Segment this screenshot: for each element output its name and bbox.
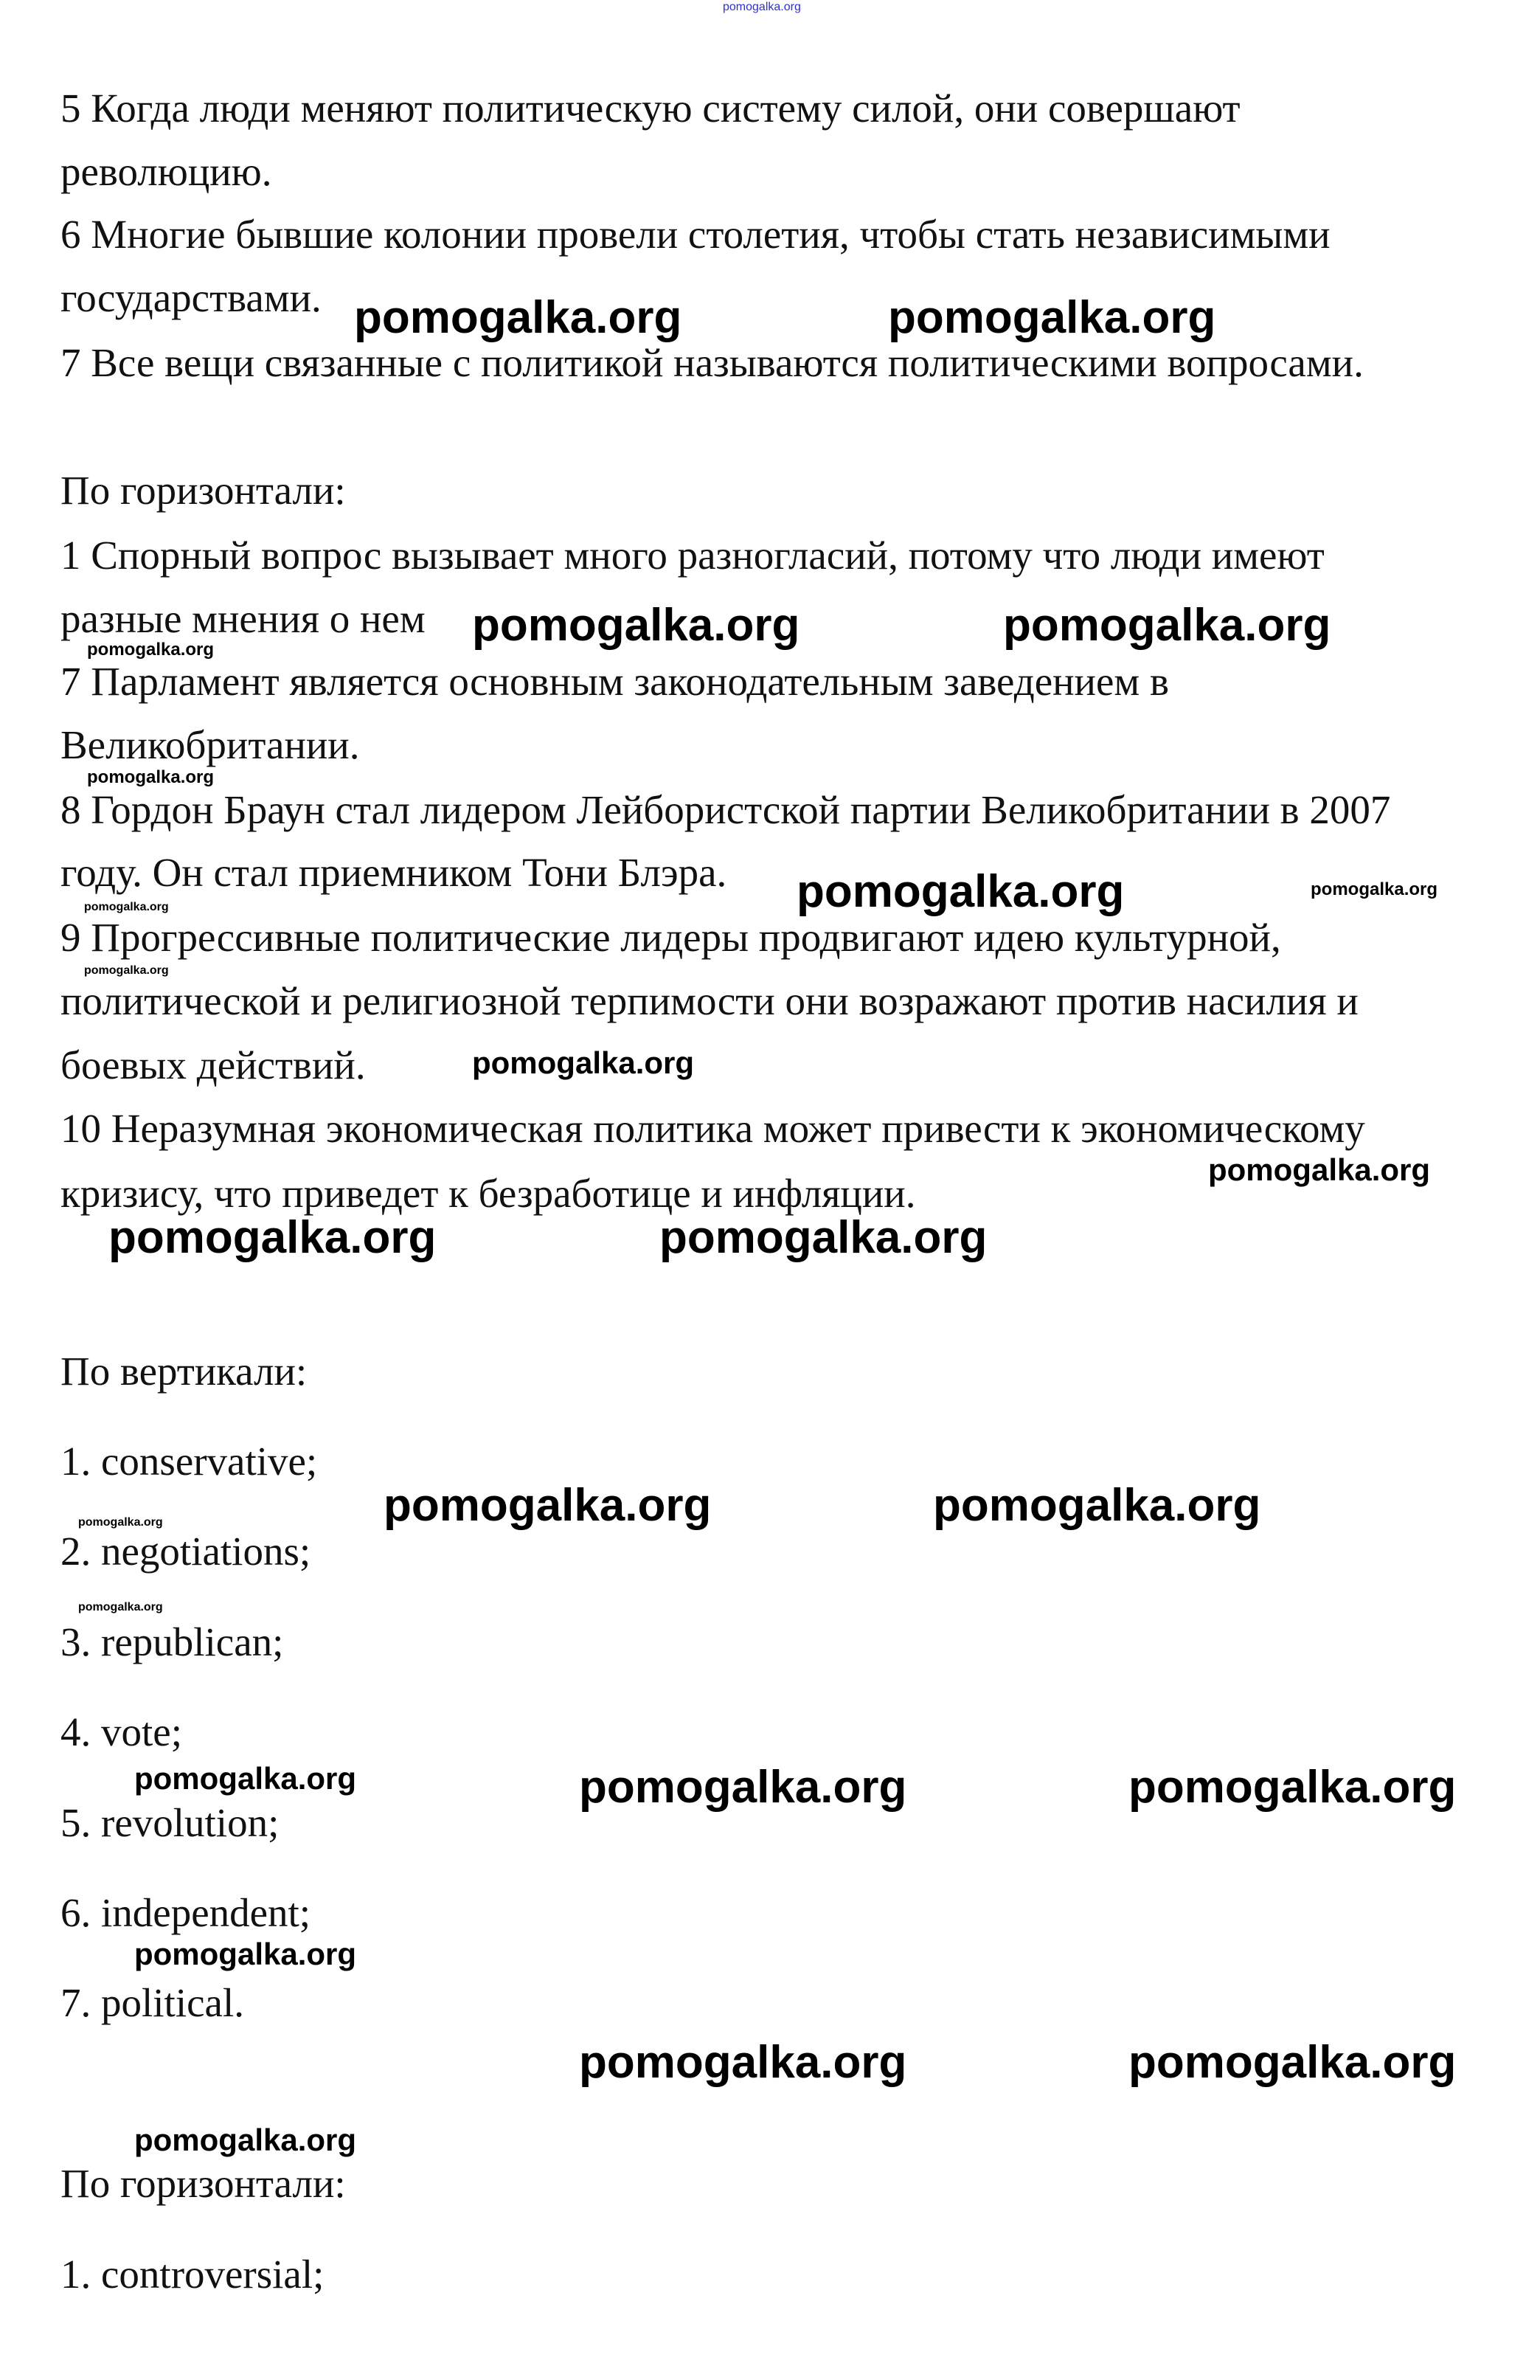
- watermark: pomogalka.org: [888, 292, 1216, 343]
- watermark: pomogalka.org: [384, 1480, 712, 1531]
- watermark: pomogalka.org: [134, 1937, 357, 1971]
- watermark: pomogalka.org: [84, 964, 169, 977]
- watermark: pomogalka.org: [659, 1212, 988, 1263]
- watermark: pomogalka.org: [78, 1516, 163, 1529]
- watermark: pomogalka.org: [84, 901, 169, 913]
- answer-item: 3. republican;: [60, 1619, 284, 1664]
- watermark: pomogalka.org: [1311, 879, 1438, 899]
- section-heading: По горизонтали:: [60, 2161, 346, 2206]
- header-watermark: pomogalka.org: [723, 1, 801, 13]
- text-line: году. Он стал приемником Тони Блэра.: [60, 850, 727, 895]
- watermark: pomogalka.org: [78, 1601, 163, 1613]
- answer-item: 5. revolution;: [60, 1800, 280, 1845]
- answer-item: 6. independent;: [60, 1890, 311, 1935]
- watermark: pomogalka.org: [108, 1212, 437, 1263]
- text-line: 1 Спорный вопрос вызывает много разногласий, потому что люди имеют: [60, 533, 1325, 578]
- answer-item: 4. vote;: [60, 1709, 182, 1754]
- watermark: pomogalka.org: [797, 866, 1125, 917]
- text-line: 5 Когда люди меняют политическую систему силой, они совершают: [60, 86, 1241, 131]
- text-line: 7 Все вещи связанные с политикой называются политическими вопросами.: [60, 340, 1364, 385]
- watermark: pomogalka.org: [1128, 2037, 1457, 2088]
- watermark: pomogalka.org: [933, 1480, 1261, 1531]
- watermark: pomogalka.org: [134, 2123, 357, 2157]
- text-line: 9 Прогрессивные политические лидеры продвигают идею культурной,: [60, 915, 1281, 960]
- answer-item: 1. conservative;: [60, 1439, 318, 1484]
- text-line: политической и религиозной терпимости они возражают против насилия и: [60, 978, 1359, 1023]
- watermark: pomogalka.org: [472, 600, 800, 651]
- watermark: pomogalka.org: [1128, 1762, 1457, 1813]
- text-line: революцию.: [60, 149, 272, 194]
- section-heading: По горизонтали:: [60, 468, 346, 513]
- text-line: разные мнения о нем: [60, 596, 426, 641]
- watermark: pomogalka.org: [354, 292, 682, 343]
- answer-item: 1. controversial;: [60, 2252, 325, 2297]
- watermark: pomogalka.org: [134, 1761, 357, 1796]
- answer-item: 7. political.: [60, 1980, 244, 2025]
- text-line: 7 Парламент является основным законодательным заведением в: [60, 659, 1169, 704]
- watermark: pomogalka.org: [1003, 600, 1331, 651]
- watermark: pomogalka.org: [1208, 1152, 1431, 1187]
- text-line: 10 Неразумная экономическая политика может привести к экономическому: [60, 1106, 1365, 1151]
- watermark: pomogalka.org: [87, 767, 215, 787]
- text-line: государствами.: [60, 275, 322, 320]
- watermark: pomogalka.org: [579, 2037, 907, 2088]
- text-line: кризису, что приведет к безработице и инфляции.: [60, 1171, 916, 1216]
- text-line: 8 Гордон Браун стал лидером Лейбористской партии Великобритании в 2007: [60, 787, 1391, 832]
- section-heading: По вертикали:: [60, 1349, 308, 1394]
- text-line: Великобритании.: [60, 722, 360, 767]
- answer-item: 2. negotiations;: [60, 1529, 311, 1574]
- text-line: 6 Многие бывшие колонии провели столетия, чтобы стать независимыми: [60, 212, 1331, 257]
- text-line: боевых действий.: [60, 1042, 366, 1087]
- watermark: pomogalka.org: [472, 1045, 695, 1080]
- watermark: pomogalka.org: [87, 640, 215, 660]
- watermark: pomogalka.org: [579, 1762, 907, 1813]
